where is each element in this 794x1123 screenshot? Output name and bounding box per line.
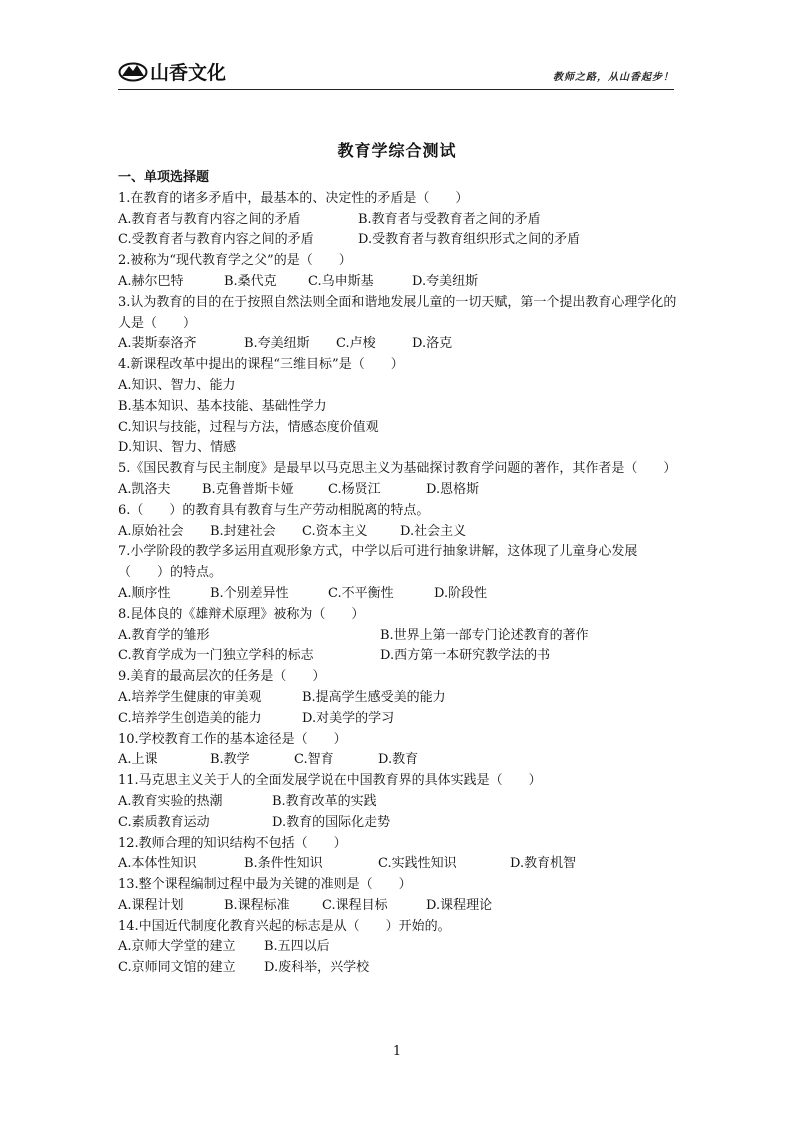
section-heading: 一、单项选择题 [118, 170, 210, 185]
option-row [118, 584, 678, 605]
question-stem: 14.中国近代制度化教育兴起的标志是从（ ）开始的。 [118, 918, 451, 934]
option: B.封建社会 [210, 523, 276, 539]
option: C.杨贤江 [328, 481, 381, 497]
option: B.桑代克 [224, 273, 277, 289]
option: D.知识、智力、情感 [118, 440, 237, 456]
question-stem: 12.教师合理的知识结构不包括（ ） [118, 835, 347, 851]
option: D.阶段性 [434, 585, 488, 601]
question-stem: 1.在教育的诸多矛盾中，最基本的、决定性的矛盾是（ ） [118, 190, 469, 206]
option: A.上课 [118, 752, 158, 768]
option-row [118, 522, 678, 543]
option: B.课程标准 [224, 897, 290, 913]
logo-text: 山香文化 [150, 61, 227, 84]
option: B.教学 [210, 752, 250, 768]
option: A.原始社会 [118, 523, 184, 539]
option: A.教育实验的热潮 [118, 793, 223, 809]
question-stem: 8.昆体良的《雄辩术原理》被称为（ ） [118, 606, 365, 622]
option: C.乌申斯基 [308, 273, 374, 289]
option: B.基本知识、基本技能、基础性学力 [118, 398, 327, 414]
option: D.受教育者与教育组织形式之间的矛盾 [358, 232, 581, 248]
option-row [118, 688, 678, 709]
option: B.克鲁普斯卡娅 [202, 481, 294, 497]
mountain-logo-icon [118, 60, 148, 82]
option: B.世界上第一部专门论述教育的著作 [380, 627, 589, 643]
option: B.个别差异性 [210, 585, 289, 601]
option: D.对美学的学习 [302, 710, 395, 726]
option-row [118, 272, 678, 293]
page-number: 1 [392, 1044, 402, 1059]
option: C.知识与技能，过程与方法，情感态度价值观 [118, 419, 379, 435]
option-row [118, 480, 678, 501]
question-stem: 5.《国民教育与民主制度》是最早以马克思主义为基础探讨教育学问题的著作，其作者是（ ） [118, 461, 677, 477]
option-row [118, 210, 678, 231]
question-list [118, 168, 678, 979]
page-header [118, 54, 674, 90]
option-row [118, 792, 678, 813]
option: D.洛克 [412, 336, 453, 352]
option: B.教育者与受教育者之间的矛盾 [358, 211, 541, 227]
option-row [118, 750, 678, 771]
option: D.社会主义 [400, 523, 467, 539]
option: D.废科举，兴学校 [264, 960, 370, 976]
logo [118, 58, 226, 84]
question-stem: 6.（ ）的教育具有教育与生产劳动相脱离的特点。 [118, 502, 430, 518]
option-row [118, 896, 678, 917]
option-row [118, 958, 678, 979]
option: A.裴斯泰洛齐 [118, 336, 197, 352]
option: B.提高学生感受美的能力 [302, 689, 446, 705]
option: C.资本主义 [302, 523, 368, 539]
option: A.课程计划 [118, 897, 184, 913]
option: C.不平衡性 [328, 585, 394, 601]
option: A.教育学的雏形 [118, 627, 210, 643]
option-row [118, 709, 678, 730]
header-divider [118, 89, 674, 90]
option: C.课程目标 [322, 897, 388, 913]
option: A.教育者与教育内容之间的矛盾 [118, 211, 301, 227]
option-row [118, 646, 678, 667]
option: A.京师大学堂的建立 [118, 939, 236, 955]
page-title: 教育学综合测试 [337, 141, 457, 160]
option: D.恩格斯 [426, 481, 480, 497]
option: A.本体性知识 [118, 856, 197, 872]
option: C.培养学生创造美的能力 [118, 710, 262, 726]
option-row [118, 230, 678, 251]
question-stem: 7.小学阶段的教学多运用直观形象方式，中学以后可进行抽象讲解，这体现了儿童身心发展（ ）的特点。 [118, 544, 638, 581]
option: C.实践性知识 [378, 856, 457, 872]
option: A.培养学生健康的审美观 [118, 689, 262, 705]
option: A.知识、智力、能力 [118, 377, 236, 393]
question-stem: 10.学校教育工作的基本途径是（ ） [118, 731, 347, 747]
option: A.顺序性 [118, 585, 171, 601]
option: C.受教育者与教育内容之间的矛盾 [118, 232, 314, 248]
option: C.京师同文馆的建立 [118, 960, 236, 976]
option-row [118, 813, 678, 834]
option-row [118, 854, 678, 875]
option: A.凯洛夫 [118, 481, 171, 497]
option: C.教育学成为一门独立学科的标志 [118, 648, 314, 664]
option-row [118, 937, 678, 958]
option-row [118, 334, 678, 355]
option: D.教育的国际化走势 [272, 814, 391, 830]
option: C.素质教育运动 [118, 814, 210, 830]
option: B.教育改革的实践 [272, 793, 377, 809]
question-stem: 4.新课程改革中提出的课程“三维目标”是（ ） [118, 357, 404, 373]
option: C.智育 [294, 752, 334, 768]
question-stem: 3.认为教育的目的在于按照自然法则全面和谐地发展儿童的一切天赋，第一个提出教育心理学化的人是（ ） [118, 294, 677, 331]
option: D.夸美纽斯 [412, 273, 479, 289]
question-stem: 9.美育的最高层次的任务是（ ） [118, 669, 326, 685]
option: D.课程理论 [426, 897, 493, 913]
option: D.西方第一本研究教学法的书 [380, 648, 551, 664]
question-stem: 13.整个课程编制过程中最为关键的准则是（ ） [118, 877, 412, 893]
option: A.赫尔巴特 [118, 273, 184, 289]
question-stem: 2.被称为“现代教育学之父”的是（ ） [118, 253, 352, 269]
option: B.五四以后 [264, 939, 330, 955]
option: D.教育机智 [510, 856, 577, 872]
option: B.夸美纽斯 [244, 336, 310, 352]
option-row [118, 626, 678, 647]
option: B.条件性知识 [244, 856, 323, 872]
option: D.教育 [378, 752, 419, 768]
option: C.卢梭 [336, 336, 376, 352]
header-slogan: 教师之路，从山香起步！ [553, 72, 674, 83]
question-stem: 11.马克思主义关于人的全面发展学说在中国教育界的具体实践是（ ） [118, 773, 542, 789]
